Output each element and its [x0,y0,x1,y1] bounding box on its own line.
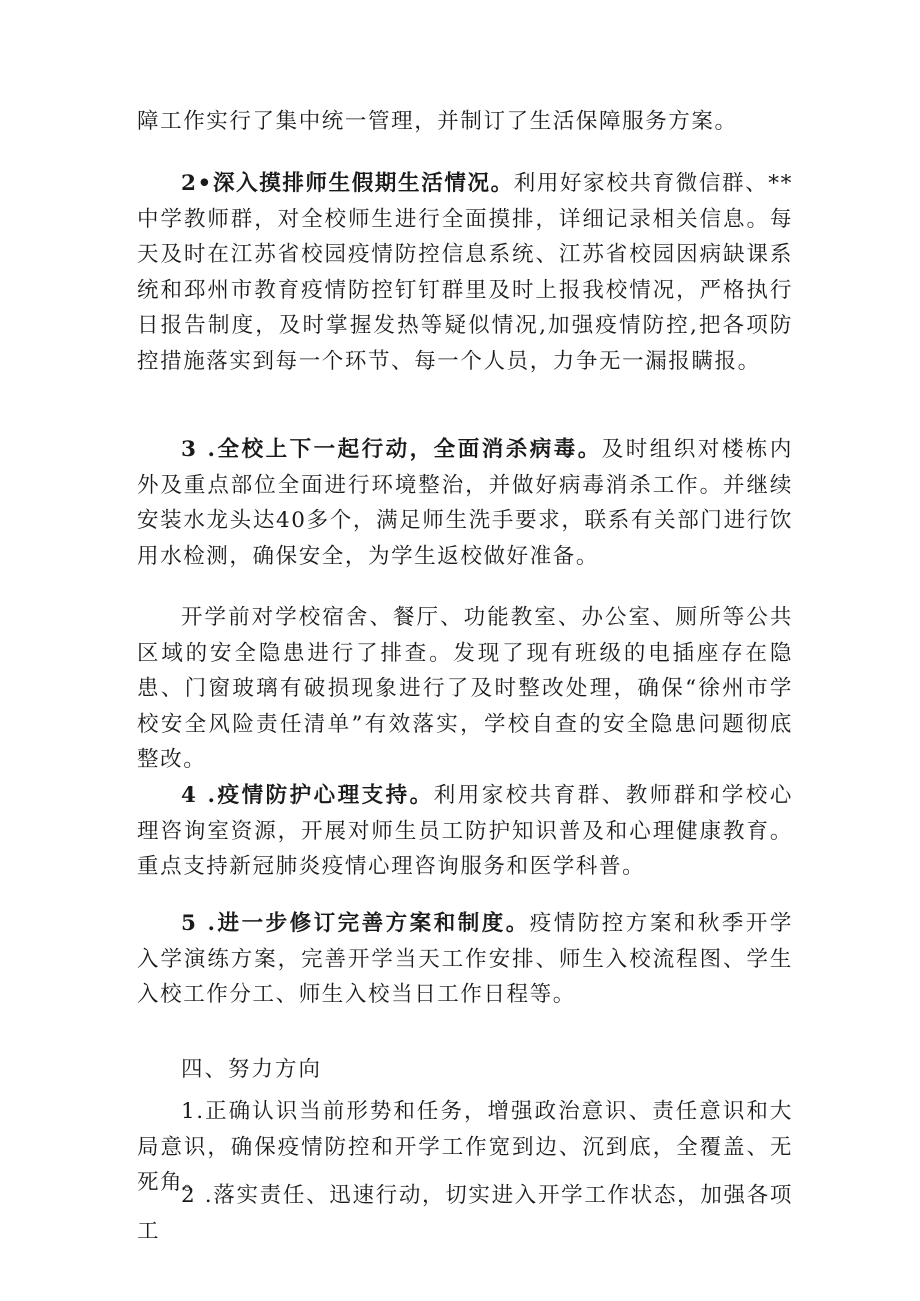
paragraph-item-5 [137,906,793,1013]
paragraph-safety-check: 开学前对学校宿舍、餐厅、功能教室、办公室、厕所等公共区域的安全隐患进行了排查。发现了现有班级的电插座存在隐患、门窗玻璃有破损现象进行了及时整改处理，确保“徐州市学校安全风险责任清单”有效落实，学校自查的安全隐患问题彻底整改。 [137,605,793,772]
item-2-body: 利用好家校共育微信群、**中学教师群，对全校师生进行全面摸排，详细记录相关信息。每天及时在江苏省校园疫情防控信息系统、江苏省校园因病缺课系统和邳州市教育疫情防控钉钉群里及时上报我校情况，严格执行日报告制度，及时掌握发热等疑似情况,加强疫情防控,把各项防控措施落实到每一个环节、每一个人员，力争无一漏报瞒报。 [137,171,793,374]
item-5-lead: 5 .进一步修订完善方案和制度。 [181,911,530,936]
item-5-body: 疫情防控方案和秋季开学入学演练方案，完善开学当天工作安排、师生入校流程图、学生入校工作分工、师生入校当日工作日程等。 [137,911,793,1007]
paragraph-item-2 [137,166,793,379]
item-4-lead: 4 .疫情防护心理支持。 [181,783,434,808]
item-3-lead: 3 .全校上下一起行动，全面消杀病毒。 [181,437,602,462]
paragraph-direction-2: 2 .落实责任、迅速行动，切实进入开学工作状态，加强各项工 [137,1183,793,1244]
paragraph-item-4 [137,778,793,885]
item-2-lead: 2•深入摸排师生假期生活情况。 [181,171,514,196]
paragraph-continuation: 障工作实行了集中统一管理，并制订了生活保障服务方案。 [137,109,738,134]
paragraph-direction-1: 1.正确认识当前形势和任务，增强政治意识、责任意识和大局意识，确保疫情防控和开学工作宽到边、沉到底，全覆盖、无死角。 [137,1099,793,1195]
item-3-body: 及时组织对楼栋内外及重点部位全面进行环境整治，并做好病毒消杀工作。并继续安装水龙头达40多个，满足师生洗手要求，联系有关部门进行饮用水检测，确保安全，为学生返校做好准备。 [137,437,793,569]
paragraph-item-3 [137,432,793,574]
section-heading-4: 四、努力方向 [181,1057,323,1082]
item-4-body: 利用家校共育群、教师群和学校心理咨询室资源，开展对师生员工防护知识普及和心理健康教育。重点支持新冠肺炎疫情心理咨询服务和医学科普。 [137,783,793,879]
